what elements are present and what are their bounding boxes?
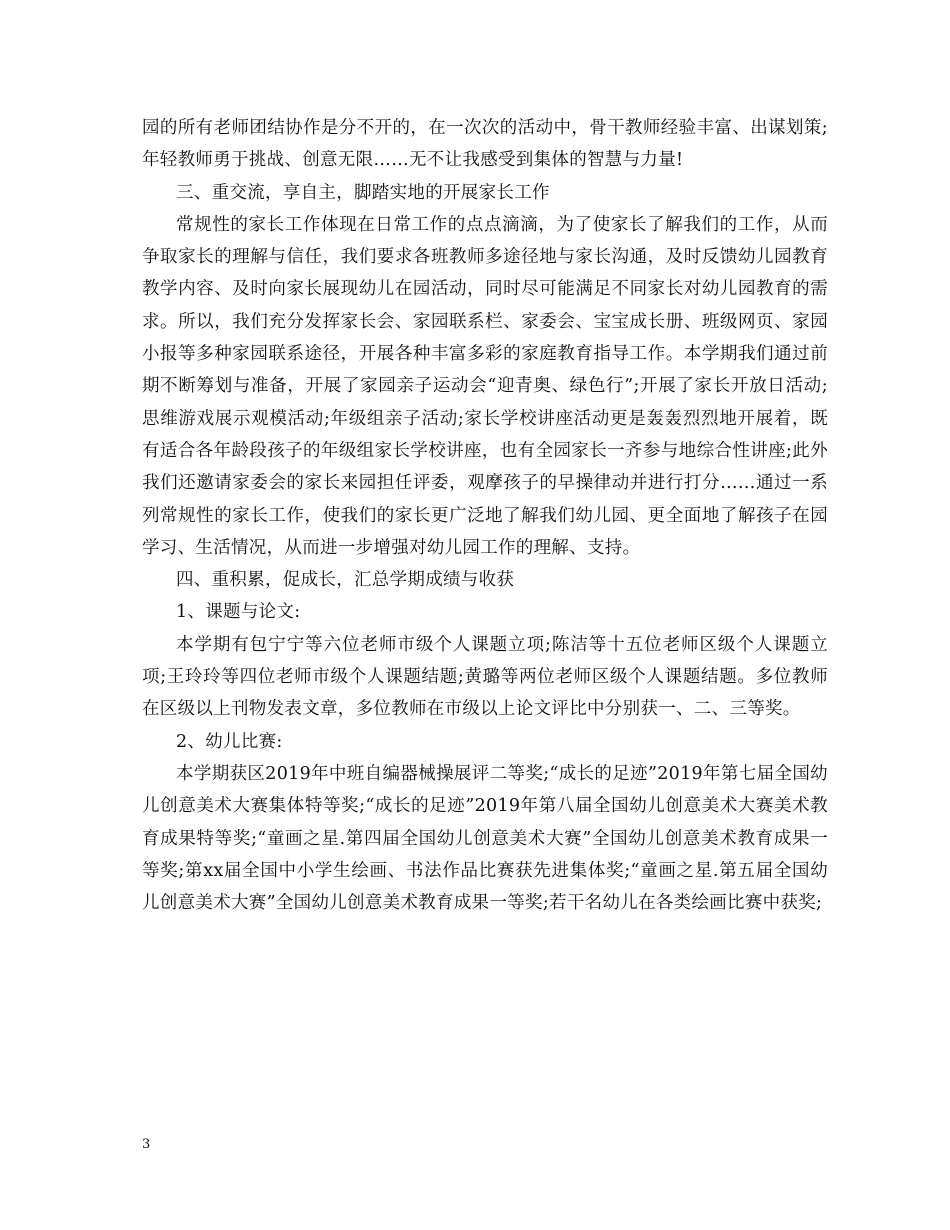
subsection-heading: 1、课题与论文: <box>176 602 301 623</box>
section-heading: 三、重交流，享自主，脚踏实地的开展家长工作 <box>176 182 550 203</box>
document-body <box>142 112 828 919</box>
paragraph: 本学期获区2019年中班自编器械操展评二等奖;“成长的足迹”2019年第七届全国幼儿创意美术大赛集体特等奖;“成长的足迹”2019年第八届全国幼儿创意美术大赛美术教育成果特等奖;“童画之星.第四届全国幼儿创意美术大赛”全国幼儿创意美术教育成果一等奖;第xx届全国中小学生绘画、书法作品比赛获先进集体奖;“童画之星.第五届全国幼儿创意美术大赛”全国幼儿创意美术教育成果一等奖;若干名幼儿在各类绘画比赛中获奖; <box>142 763 828 914</box>
paragraph: 常规性的家长工作体现在日常工作的点点滴滴，为了使家长了解我们的工作，从而争取家长的理解与信任，我们要求各班教师多途径地与家长沟通，及时反馈幼儿园教育教学内容、及时向家长展现幼儿在园活动，同时尽可能满足不同家长对幼儿园教育的需求。所以，我们充分发挥家长会、家园联系栏、家委会、宝宝成长册、班级网页、家园小报等多种家园联系途径，开展各种丰富多彩的家庭教育指导工作。本学期我们通过前期不断筹划与准备，开展了家园亲子运动会“迎青奥、绿色行”;开展了家长开放日活动;思维游戏展示观模活动;年级组亲子活动;家长学校讲座活动更是轰轰烈烈地开展着，既有适合各年龄段孩子的年级组家长学校讲座，也有全园家长一齐参与地综合性讲座;此外我们还邀请家委会的家长来园担任评委，观摩孩子的早操律动并进行打分……通过一系列常规性的家长工作，使我们的家长更广泛地了解我们幼儿园、更全面地了解孩子在园学习、生活情况，从而进一步增强对幼儿园工作的理解、支持。 <box>142 214 828 558</box>
page-number: 3 <box>142 1137 151 1152</box>
subsection-heading: 2、幼儿比赛: <box>176 731 283 752</box>
paragraph: 本学期有包宁宁等六位老师市级个人课题立项;陈洁等十五位老师区级个人课题立项;王玲玲等四位老师市级个人课题结题;黄璐等两位老师区级个人课题结题。多位教师在区级以上刊物发表文章，多位教师在市级以上论文评比中分别获一、二、三等奖。 <box>142 634 828 720</box>
section-heading: 四、重积累，促成长，汇总学期成绩与收获 <box>176 570 515 591</box>
paragraph: 园的所有老师团结协作是分不开的，在一次次的活动中，骨干教师经验丰富、出谋划策;年轻教师勇于挑战、创意无限……无不让我感受到集体的智慧与力量! <box>142 118 828 171</box>
